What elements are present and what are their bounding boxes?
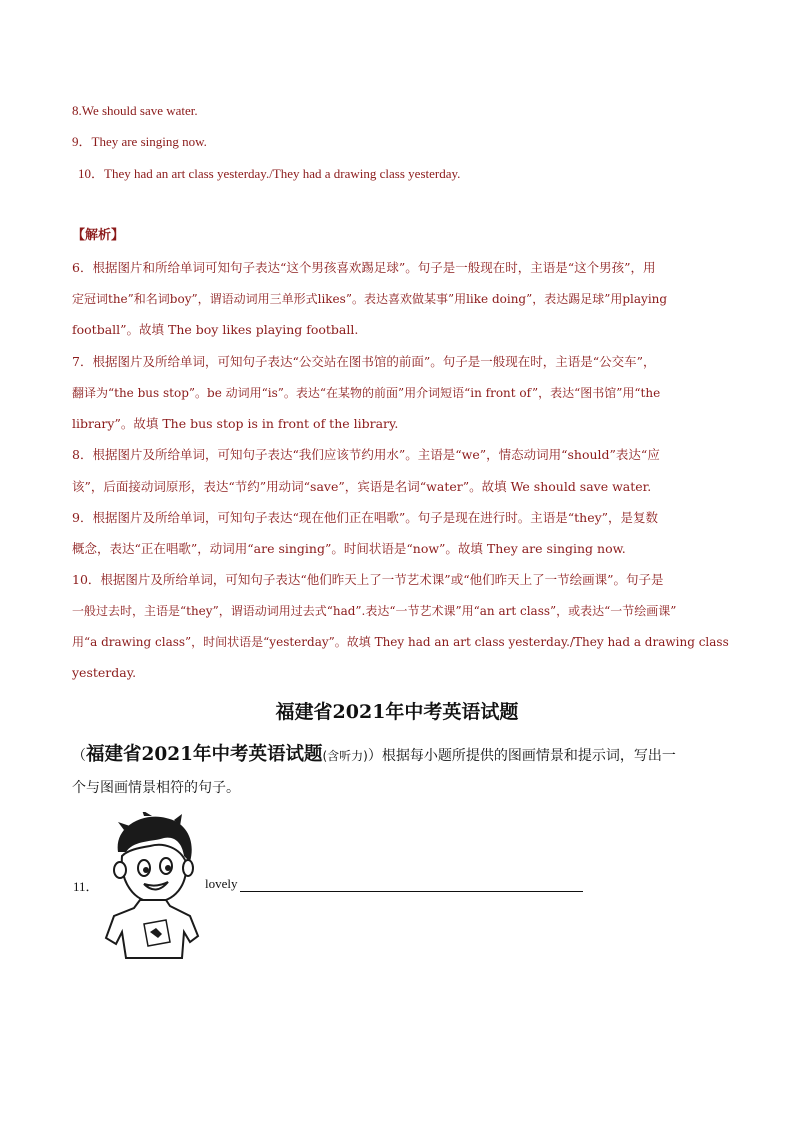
explanation-line: 翻译为“the bus stop”。be 动词用“is”。表达“在某物的前面”用介词短语“in front of”，表达“图书馆”用“the bbox=[72, 386, 661, 400]
explanation-line: 一般过去时，主语是“they”，谓语动词用过去式“had”.表达“一节艺术课”用“an art class”，或表达“一节绘画课” bbox=[72, 604, 677, 618]
intro-open-paren: （ bbox=[72, 748, 86, 764]
explanation-line: 定冠词the”和名词boy”，谓语动词用三单形式likes”。表达喜欢做某事”用like doing”，表达踢足球”用playing bbox=[72, 292, 668, 306]
explanation-line: 9．根据图片及所给单词，可知句子表达“现在他们正在唱歌”。句子是现在进行时。主语是“they”，是复数 bbox=[72, 510, 659, 525]
explanation-line: 8．根据图片及所给单词，可知句子表达“我们应该节约用水”。主语是“we”，情态动词用“should”表达“应 bbox=[72, 447, 660, 462]
answer-blank-line[interactable] bbox=[240, 891, 583, 892]
question-prompt: lovely bbox=[205, 876, 238, 891]
boy-illustration bbox=[104, 812, 200, 960]
question-number: 11． bbox=[73, 879, 99, 894]
explanation-line: 6．根据图片和所给单词可知句子表达“这个男孩喜欢踢足球”。句子是一般现在时，主语是“这个男孩”，用 bbox=[72, 260, 656, 275]
explanation-line: library”。故填 The bus stop is in front of the library. bbox=[72, 416, 399, 431]
section-title: 福建省2021年中考英语试题 bbox=[275, 701, 519, 723]
explanation-line: football”。故填 The boy likes playing football. bbox=[72, 322, 359, 337]
question-intro bbox=[72, 740, 676, 766]
intro-note: (含听力) bbox=[322, 749, 368, 763]
explanation-line: 用“a drawing class”，时间状语是“yesterday”。故填 They had an art class yesterday./They had a drawing class bbox=[72, 635, 729, 649]
intro-source: 福建省2021年中考英语试题 bbox=[86, 744, 323, 765]
answer-10: 10．They had an art class yesterday./They had a drawing class yesterday. bbox=[78, 166, 461, 181]
intro-rest: ）根据每小题所提供的图画情景和提示词，写出一 bbox=[367, 748, 676, 764]
analysis-label: 【解析】 bbox=[72, 228, 125, 243]
explanation-line: 该”，后面接动词原形，表达“节约”用动词“save”，宾语是名词“water”。故填 We should save water. bbox=[72, 479, 652, 494]
question-intro-line2: 个与图画情景相符的句子。 bbox=[72, 780, 240, 796]
answer-8: 8.We should save water. bbox=[72, 103, 198, 118]
explanation-line: 10．根据图片及所给单词，可知句子表达“他们昨天上了一节艺术课”或“他们昨天上了一节绘画课”。句子是 bbox=[72, 572, 664, 587]
explanation-line: yesterday. bbox=[72, 665, 137, 680]
answer-9: 9．They are singing now. bbox=[72, 134, 207, 149]
explanation-line: 概念，表达“正在唱歌”，动词用“are singing”。时间状语是“now”。故填 They are singing now. bbox=[72, 541, 626, 556]
explanation-line: 7．根据图片及所给单词，可知句子表达“公交站在图书馆的前面”。句子是一般现在时，主语是“公交车”， bbox=[72, 354, 656, 369]
